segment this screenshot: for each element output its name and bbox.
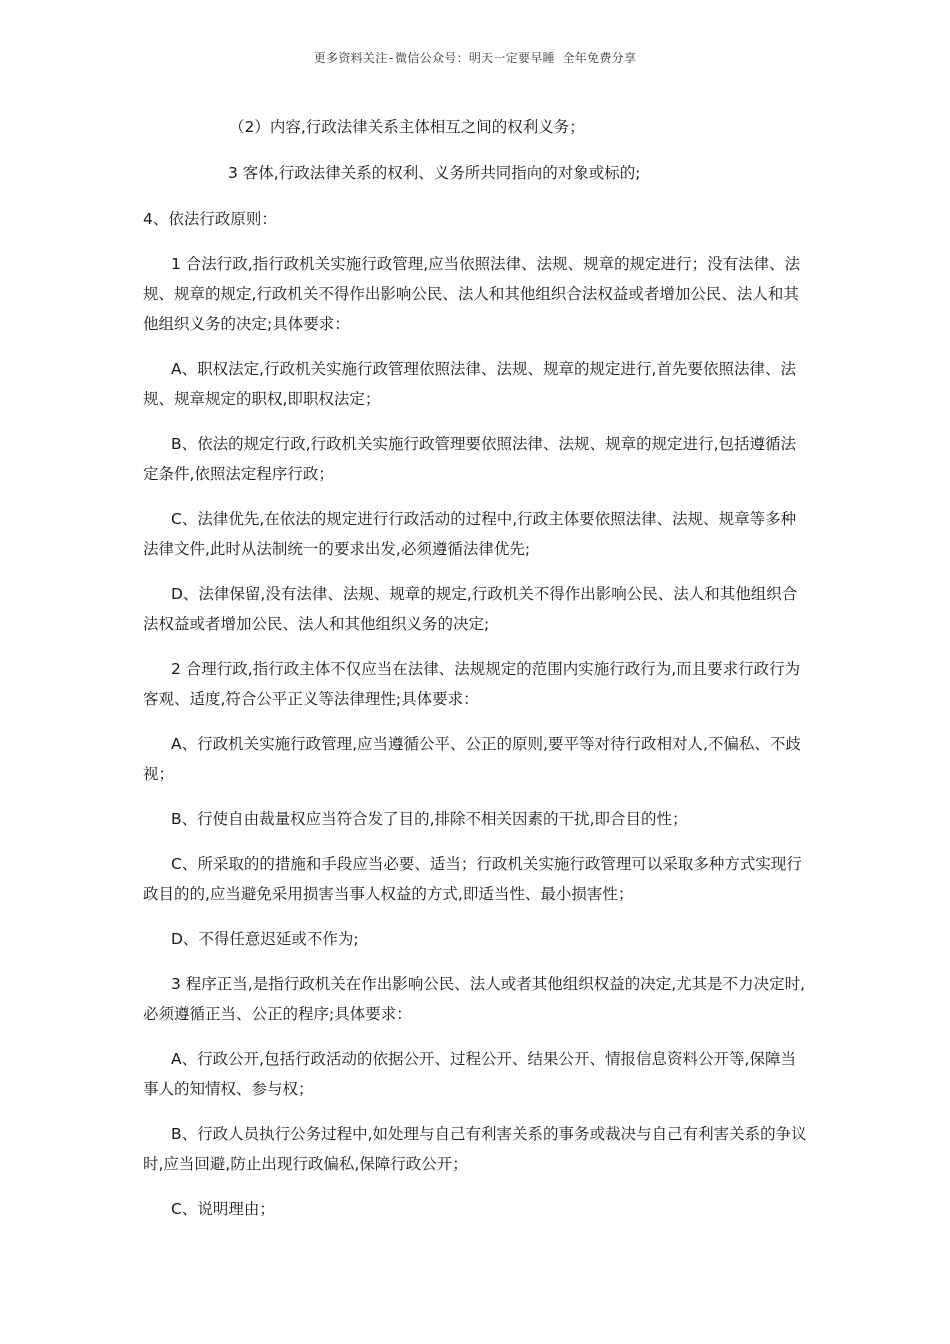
paragraph-due-process: 3 程序正当,是指行政机关在作出影响公民、法人或者其他组织权益的决定,尤其是不力决定时,必须遵循正当、公正的程序;具体要求： xyxy=(143,975,806,1023)
paragraph-due-process-b: B、行政人员执行公务过程中,如处理与自己有利害关系的事务或裁决与自己有利害关系的争议时,应当回避,防止出现行政偏私,保障行政公开； xyxy=(143,1125,807,1173)
section-heading-principles: 4、依法行政原则： xyxy=(143,210,277,228)
paragraph-reasonable-a: A、行政机关实施行政管理,应当遵循公平、公正的原则,要平等对待行政相对人,不偏私、不歧视； xyxy=(143,735,801,783)
paragraph-lawful-c: C、法律优先,在依法的规定进行行政活动的过程中,行政主体要依照法律、法规、规章等多种法律文件,此时从法制统一的要求出发,必须遵循法律优先; xyxy=(143,510,797,558)
paragraph-due-process-c: C、说明理由； xyxy=(171,1200,275,1218)
paragraph-lawful-b: B、依法的规定行政,行政机关实施行政管理要依照法律、法规、规章的规定进行,包括遵循法定条件,依照法定程序行政； xyxy=(143,435,796,483)
page-header: 更多资料关注-微信公众号：明天一定要早睡 全年免费分享 xyxy=(313,51,637,65)
paragraph-reasonable-administration: 2 合理行政,指行政主体不仅应当在法律、法规规定的范围内实施行政行为,而且要求行政行为客观、适度,符合公平正义等法律理性;具体要求： xyxy=(143,660,801,708)
paragraph-content-definition: （2）内容,行政法律关系主体相互之间的权利义务； xyxy=(229,118,585,136)
paragraph-lawful-a: A、职权法定,行政机关实施行政管理依照法律、法规、规章的规定进行,首先要依照法律、法规、规章规定的职权,即职权法定； xyxy=(143,360,796,408)
document-body xyxy=(143,112,808,1239)
paragraph-reasonable-c: C、所采取的的措施和手段应当必要、适当；行政机关实施行政管理可以采取多种方式实现行政目的的,应当避免采用损害当事人权益的方式,即适当性、最小损害性； xyxy=(143,855,802,903)
paragraph-object-definition: 3 客体,行政法律关系的权利、义务所共同指向的对象或标的; xyxy=(228,164,641,182)
paragraph-lawful-administration: 1 合法行政,指行政机关实施行政管理,应当依照法律、法规、规章的规定进行；没有法律、法规、规章的规定,行政机关不得作出影响公民、法人和其他组织合法权益或者增加公民、法人和其他组织义务的决定;具体要求： xyxy=(143,255,801,333)
paragraph-reasonable-d: D、不得任意迟延或不作为; xyxy=(171,930,359,948)
paragraph-due-process-a: A、行政公开,包括行政活动的依据公开、过程公开、结果公开、情报信息资料公开等,保障当事人的知情权、参与权； xyxy=(143,1050,796,1098)
paragraph-reasonable-b: B、行使自由裁量权应当符合发了目的,排除不相关因素的干扰,即合目的性； xyxy=(171,810,688,828)
paragraph-lawful-d: D、法律保留,没有法律、法规、规章的规定,行政机关不得作出影响公民、法人和其他组织合法权益或者增加公民、法人和其他组织义务的决定; xyxy=(143,585,798,633)
